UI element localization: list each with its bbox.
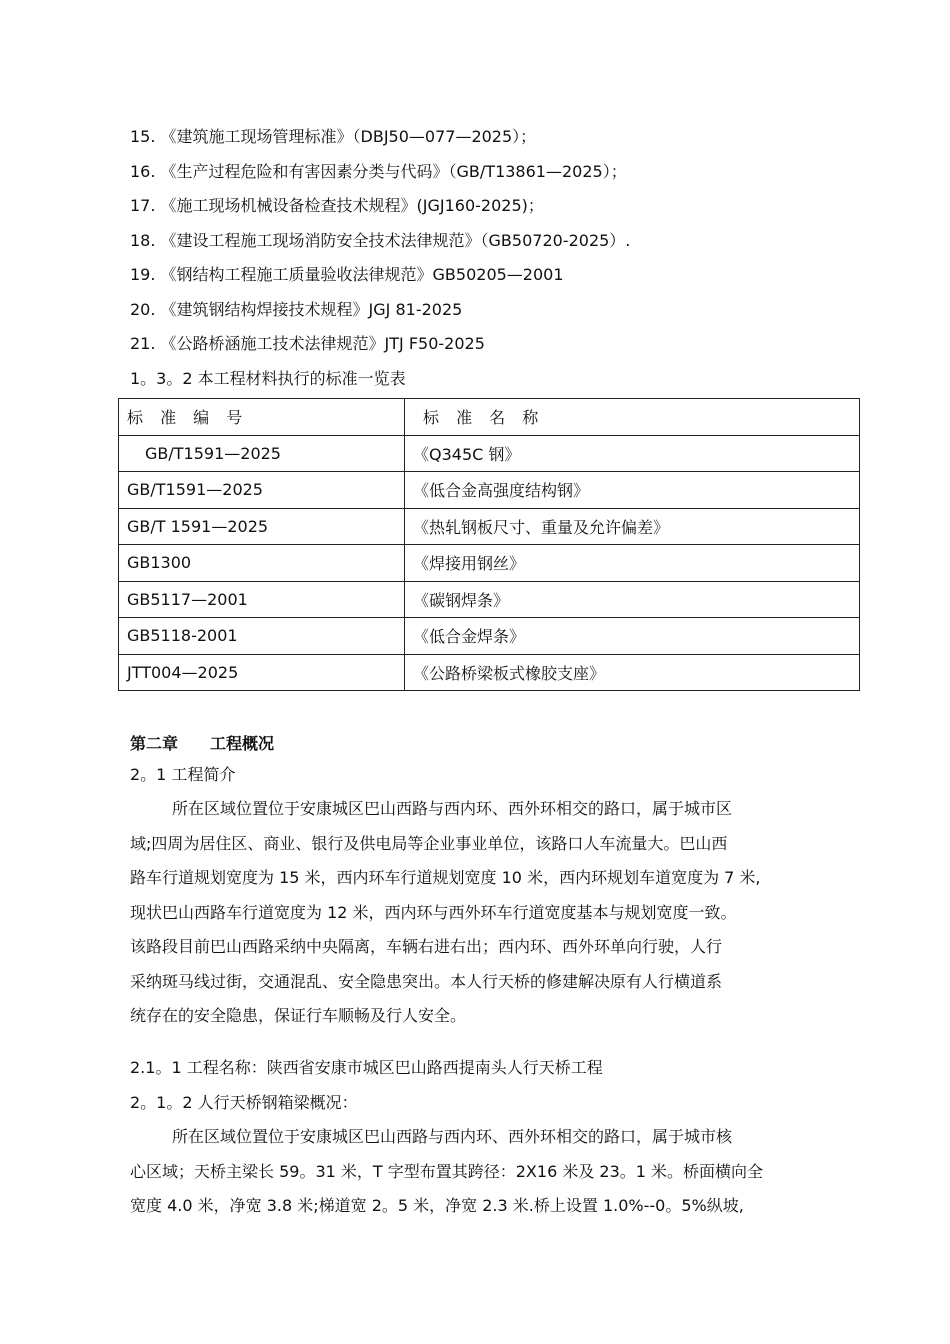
beam-paragraph (130, 1120, 860, 1224)
paragraph-line: 采纳斑马线过街，交通混乱、安全隐患突出。本人行天桥的修建解决原有人行横道系 (130, 971, 723, 991)
standard-number-cell: GB5118-2001 (119, 618, 405, 655)
paragraph-line: 路车行道规划宽度为 15 米，西内环车行道规划宽度 10 米，西内环规划车道宽度为 7 米, (130, 868, 761, 887)
header-standard-number: 标 准 编 号 (119, 399, 405, 436)
standard-name-cell: 《Q345C 钢》 (405, 435, 860, 472)
section-heading-2-1-2: 2。1。2 人行天桥钢箱梁概况： (130, 1093, 358, 1112)
chapter-number: 第二章 (130, 734, 179, 753)
standard-item-18: 18. 《建设工程施工现场消防安全技术法律规范》（GB50720-2025）. (130, 231, 631, 250)
standard-name-cell: 《热轧钢板尺寸、重量及允许偏差》 (405, 508, 860, 545)
paragraph-line: 宽度 4.0 米，净宽 3.8 米;梯道宽 2。5 米，净宽 2.3 米.桥上设置 1.0%--0。5%纵坡, (130, 1196, 744, 1215)
table-row (119, 472, 860, 509)
standard-item-19: 19. 《钢结构工程施工质量验收法律规范》GB50205—2001 (130, 265, 564, 284)
chapter-title: 工程概况 (210, 734, 275, 753)
standard-name-cell: 《公路桥梁板式橡胶支座》 (405, 654, 860, 691)
standard-name-cell: 《低合金高强度结构钢》 (405, 472, 860, 509)
table-row (119, 508, 860, 545)
standard-name-cell: 《碳钢焊条》 (405, 581, 860, 618)
section-heading-1-3-2: 1。3。2 本工程材料执行的标准一览表 (130, 369, 406, 388)
paragraph-line: 所在区域位置位于安康城区巴山西路与西内环、西外环相交的路口，属于城市核 (172, 1127, 733, 1146)
standard-number-cell: GB/T1591—2025 (119, 435, 405, 472)
paragraph-line: 现状巴山西路车行道宽度为 12 米，西内环与西外环车行道宽度基本与规划宽度一致。 (130, 902, 737, 922)
table-row (119, 435, 860, 472)
chapter-heading (130, 731, 274, 754)
standard-number-cell: GB1300 (119, 545, 405, 582)
standard-name-cell: 《低合金焊条》 (405, 618, 860, 655)
standard-item-20: 20. 《建筑钢结构焊接技术规程》JGJ 81-2025 (130, 300, 463, 319)
standard-number-cell: GB5117—2001 (119, 581, 405, 618)
standard-item-16: 16. 《生产过程危险和有害因素分类与代码》（GB/T13861—2025）； (130, 162, 627, 181)
paragraph-line: 心区域；天桥主梁长 59。31 米，T 字型布置其跨径：2X16 米及 23。1 米。桥面横向全 (130, 1161, 764, 1181)
table-row (119, 618, 860, 655)
paragraph-line: 统存在的安全隐患，保证行车顺畅及行人安全。 (130, 1006, 467, 1025)
standard-item-15: 15. 《建筑施工现场管理标准》（DBJ50—077—2025）； (130, 127, 537, 146)
section-heading-2-1: 2。1 工程简介 (130, 765, 236, 784)
paragraph-line: 域;四周为居住区、商业、银行及供电局等企业事业单位，该路口人车流量大。巴山西 (130, 833, 728, 853)
section-heading-2-1-1: 2.1。1 工程名称：陕西省安康市城区巴山路西提南头人行天桥工程 (130, 1058, 603, 1077)
standard-number-cell: JTT004—2025 (119, 654, 405, 691)
header-standard-name: 标 准 名 称 (405, 399, 860, 436)
standard-number-cell: GB/T1591—2025 (119, 472, 405, 509)
standard-item-21: 21. 《公路桥涵施工技术法律规范》JTJ F50-2025 (130, 334, 485, 353)
paragraph-line: 该路段目前巴山西路采纳中央隔离，车辆右进右出；西内环、西外环单向行驶，人行 (130, 937, 723, 956)
table-row (119, 581, 860, 618)
standard-name-cell: 《焊接用钢丝》 (405, 545, 860, 582)
standard-number-cell: GB/T 1591—2025 (119, 508, 405, 545)
table-header-row (119, 399, 860, 436)
standard-item-17: 17. 《施工现场机械设备检查技术规程》(JGJ160-2025)； (130, 196, 544, 215)
paragraph-line: 所在区域位置位于安康城区巴山西路与西内环、西外环相交的路口，属于城市区 (172, 799, 733, 818)
table-row (119, 545, 860, 582)
intro-paragraph (130, 792, 860, 1034)
materials-standards-table (118, 398, 860, 691)
table-row (119, 654, 860, 691)
